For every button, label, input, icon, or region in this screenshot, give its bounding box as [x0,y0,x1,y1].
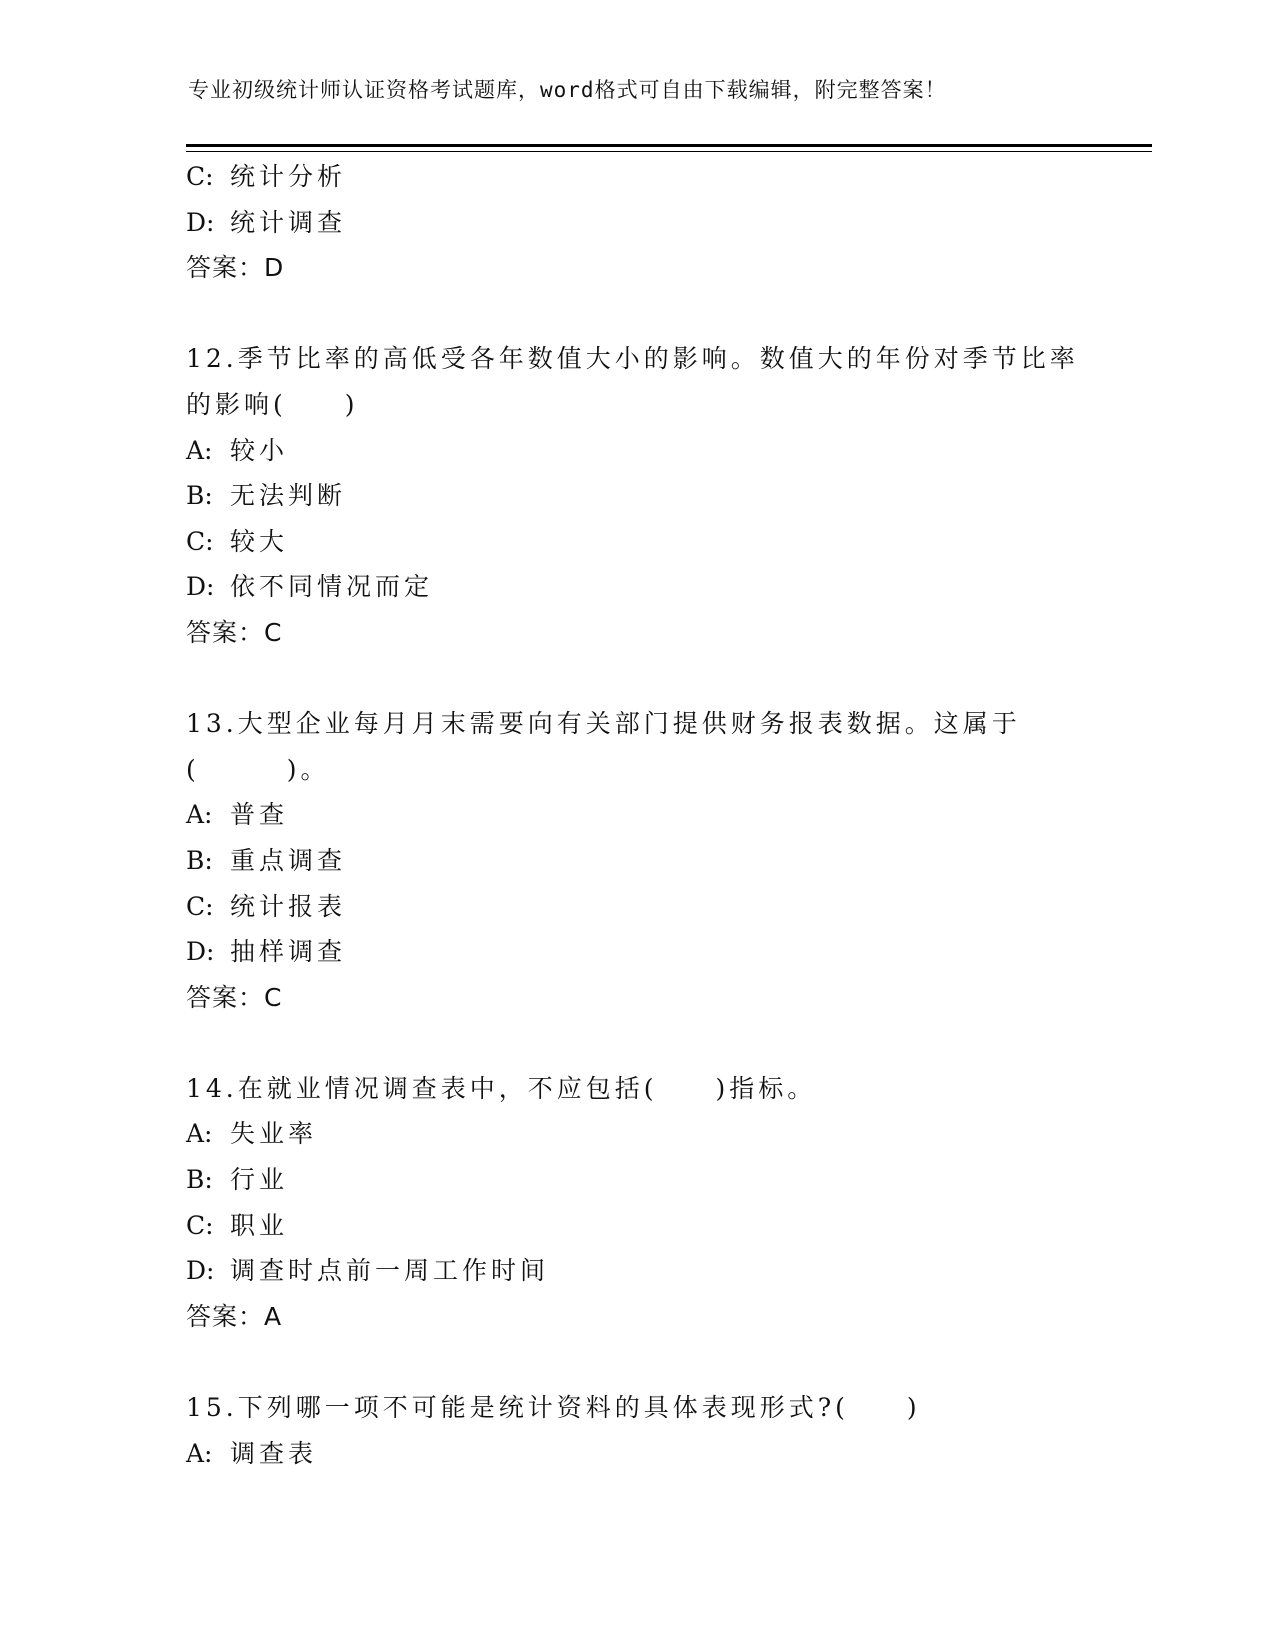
option-letter: B: [186,845,213,875]
option-letter: D: [186,572,215,602]
option-letter: B: [186,481,213,511]
option-letter: A: [186,1438,213,1468]
answer-line: 答案：C [186,617,283,647]
option-line [186,1157,1086,1203]
option-text: 无法判断 [230,481,347,511]
option-text: 抽样调查 [230,937,347,967]
option-text: 调查时点前一周工作时间 [230,1256,550,1286]
option-line [186,792,1086,838]
option-line [186,154,1086,200]
question-stem: 14.在就业情况调查表中，不应包括( )指标。 [186,1073,817,1103]
option-letter: B: [186,1165,213,1195]
option-letter: A: [186,435,213,465]
question-stem: 15.下列哪一项不可能是统计资料的具体表现形式?( ) [186,1393,921,1423]
answer-line: 答案：C [186,982,283,1012]
option-line [186,564,1086,610]
option-line [186,1248,1086,1294]
option-text: 较小 [230,435,289,465]
option-text: 统计报表 [230,891,347,921]
question-stem: ( )。 [186,754,330,784]
option-text: 统计分析 [230,162,347,191]
option-line [186,884,1086,930]
answer-line: 答案：A [186,1301,283,1331]
option-line [186,838,1086,884]
option-text: 较大 [230,526,289,556]
spacer [186,1339,1086,1385]
option-letter: D: [186,1256,215,1286]
option-letter: D: [186,937,215,967]
header-rule-thick [186,144,1152,147]
option-line [186,428,1086,474]
option-text: 普查 [230,800,289,830]
question-list [186,154,1086,1476]
option-line [186,1431,1086,1477]
option-line [186,1203,1086,1249]
page-header: 专业初级统计师认证资格考试题库，word格式可自由下载编辑，附完整答案！ [188,78,947,102]
option-text: 职业 [230,1210,289,1240]
option-letter: C: [186,526,214,556]
option-text: 依不同情况而定 [230,572,434,602]
option-letter: A: [186,800,213,830]
option-letter: C: [186,162,214,191]
option-line [186,200,1086,246]
spacer [186,656,1086,702]
option-letter: C: [186,1210,214,1240]
option-line [186,1111,1086,1157]
option-letter: D: [186,207,215,237]
option-line [186,929,1086,975]
option-text: 调查表 [230,1438,318,1468]
option-text: 失业率 [230,1119,318,1149]
question-stem: 13.大型企业每月月末需要向有关部门提供财务报表数据。这属于 [186,709,1021,739]
header-rule-thin [186,151,1152,152]
answer-line: 答案：D [186,253,285,283]
option-letter: C: [186,891,214,921]
spacer [186,291,1086,337]
option-line [186,473,1086,519]
option-text: 重点调查 [230,845,347,875]
option-line [186,519,1086,565]
question-stem: 的影响( ) [186,389,359,419]
option-text: 统计调查 [230,207,347,237]
option-letter: A: [186,1119,213,1149]
spacer [186,1020,1086,1066]
option-text: 行业 [230,1165,289,1195]
question-stem: 12.季节比率的高低受各年数值大小的影响。数值大的年份对季节比率 [186,344,1079,374]
